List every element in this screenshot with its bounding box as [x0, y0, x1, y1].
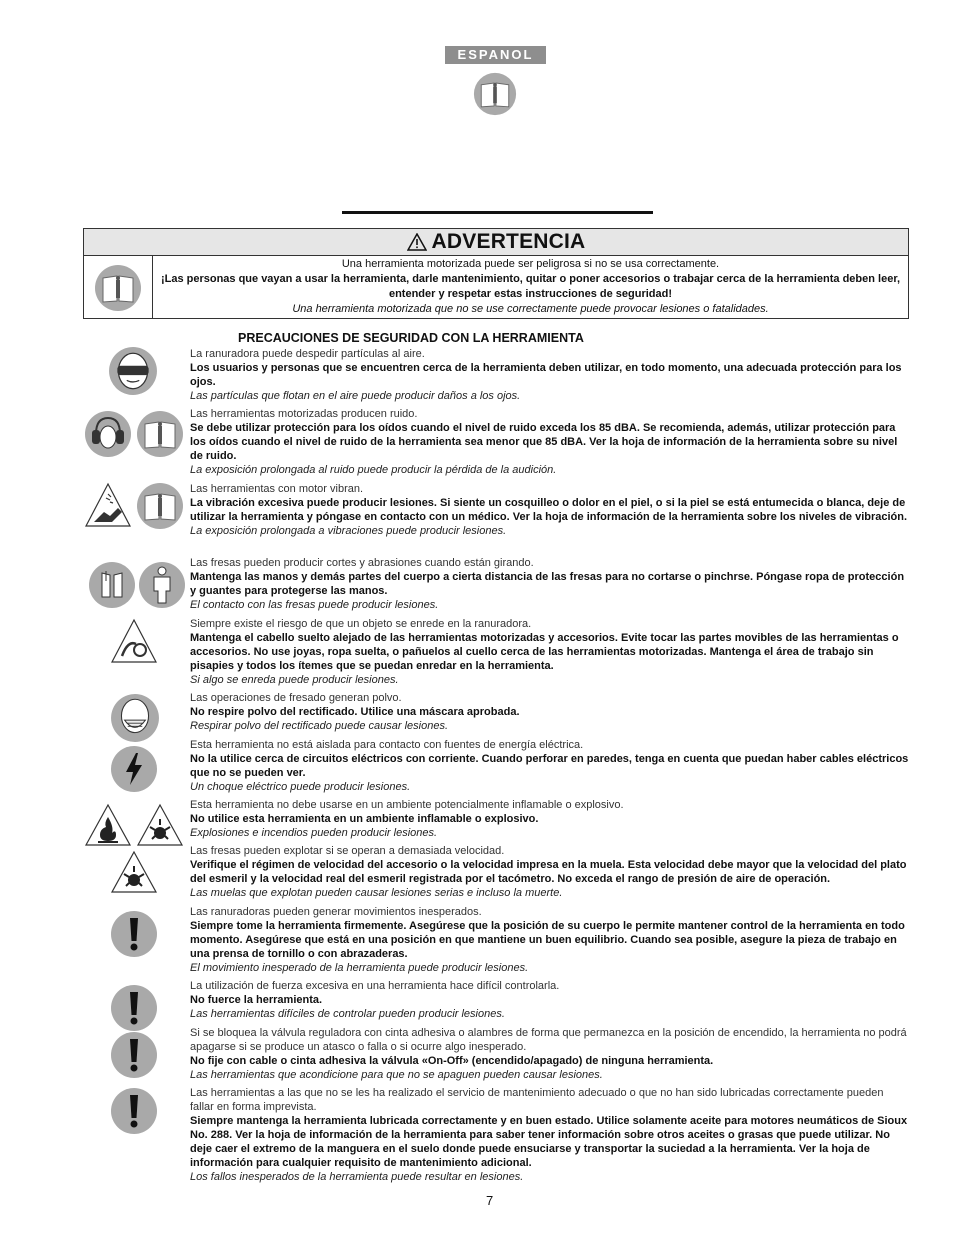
list-item — [190, 482, 910, 538]
item-instruction: Siempre tome la herramienta firmemente. Asegúrese que la posición de su cuerpo le permite mantener control de la herramienta en todo momento. Asegúrese que está en una posición en que mantiene un buen equilibrio. Cuando sea posible, asegure la pieza de trabajo en una prensa de tornillo o con abrazaderas. — [190, 920, 905, 960]
item-intro: Las fresas pueden explotar si se operan a demasiada velocidad. — [190, 845, 505, 857]
list-item — [190, 844, 910, 900]
warning-line-1: Una herramienta motorizada puede ser peligrosa si no se usa correctamente. — [341, 258, 720, 270]
item-instruction: Verifique el régimen de velocidad del accesorio o la velocidad impresa en la muela. Esta velocidad debe mayor que la velocidad del plato del esmeril y la velocidad real del esmeril registrada por el tacómetro. No exceda el rango de presión de aire de operación. — [190, 859, 907, 885]
list-item — [190, 1026, 910, 1082]
item-consequence: La exposición prolongada al ruido puede producir la pérdida de la audición. — [190, 464, 557, 476]
warning-line-3: Una herramienta motorizada que no se use correctamente puede provocar lesiones o fatalidades. — [292, 303, 769, 315]
flammable-hazard-icon — [84, 803, 132, 847]
explosion-hazard-icon — [110, 850, 158, 894]
item-instruction: No la utilice cerca de circuitos eléctricos con corriente. Cuando perforar en paredes, tenga en cuenta que puedan haber cables eléctricos que no se pueden ver. — [190, 753, 909, 779]
item-consequence: Si algo se enreda puede producir lesiones. — [190, 674, 399, 686]
eye-protection-icon — [108, 346, 158, 396]
item-consequence: Un choque eléctrico puede producir lesiones. — [190, 781, 411, 793]
item-instruction: Los usuarios y personas que se encuentren cerca de la herramienta deben utilizar, en todo momento, una adecuada protección para los ojos. — [190, 362, 902, 388]
item-intro: Siempre existe el riesgo de que un objeto se enrede en la ranuradora. — [190, 618, 532, 630]
warning-header — [84, 229, 908, 256]
caution-exclamation-icon — [110, 1031, 158, 1079]
list-item — [190, 556, 910, 612]
electric-shock-icon — [110, 745, 158, 793]
read-manual-icon — [94, 264, 142, 312]
ear-protection-icon — [84, 410, 132, 458]
item-intro: La utilización de fuerza excesiva en una herramienta hace difícil controlarla. — [190, 980, 560, 992]
item-consequence: Las herramientas que acondicione para que no se apaguen pueden causar lesiones. — [190, 1069, 603, 1081]
read-manual-icon — [136, 482, 184, 530]
warning-box — [83, 228, 909, 319]
vibration-hazard-icon — [84, 482, 132, 530]
warning-line-2: ¡Las personas que vayan a usar la herramienta, darle mantenimiento, quitar o poner accesorios o trabajar cerca de la herramienta deben leer, entender y respetar estas instrucciones de seguridad! — [160, 273, 901, 300]
item-consequence: El movimiento inesperado de la herramienta puede producir lesiones. — [190, 962, 529, 974]
item-consequence: Explosiones e incendios pueden producir lesiones. — [190, 827, 438, 839]
title-rule — [342, 211, 653, 214]
warning-title: ADVERTENCIA — [431, 230, 586, 253]
list-item — [190, 347, 910, 403]
item-consequence: Las herramientas difíciles de controlar pueden producir lesiones. — [190, 1008, 505, 1020]
language-tab: ESPANOL — [445, 46, 546, 64]
item-instruction: Mantenga el cabello suelto alejado de las herramientas motorizadas y accesorios. Evite tocar las partes movibles de las herramientas o accesorios. No use joyas, ropa suelta, o pañuelos al cuello cerca de las herramientas motorizadas. Mantenga el área de trabajo sin pisapies y todos los ítemes que se puedan enredar en la herramienta. — [190, 632, 899, 672]
item-consequence: La exposición prolongada a vibraciones puede producir lesiones. — [190, 525, 507, 537]
item-instruction: Mantenga las manos y demás partes del cuerpo a cierta distancia de las fresas para no cortarse o pinchrse. Póngase ropa de protección y guantes para protegerse las manos. — [190, 571, 905, 597]
item-intro: Las herramientas con motor vibran. — [190, 483, 364, 495]
respirator-mask-icon — [110, 693, 160, 743]
explosive-hazard-icon — [136, 803, 184, 847]
list-item — [190, 738, 910, 794]
list-item — [190, 979, 910, 1021]
item-intro: Las fresas pueden producir cortes y abrasiones cuando están girando. — [190, 557, 534, 569]
page-number: 7 — [486, 1193, 494, 1208]
list-item — [190, 407, 910, 477]
item-intro: Esta herramienta no debe usarse en un ambiente potencialmente inflamable o explosivo. — [190, 799, 624, 811]
read-manual-icon — [136, 410, 184, 458]
item-intro: Esta herramienta no está aislada para contacto con fuentes de energía eléctrica. — [190, 739, 584, 751]
item-consequence: Respirar polvo del rectificado puede causar lesiones. — [190, 720, 449, 732]
item-instruction: No fuerce la herramienta. — [190, 994, 323, 1006]
list-item — [190, 691, 910, 733]
item-intro: Si se bloquea la válvula reguladora con cinta adhesiva o alambres de forma que permanezca en la posición de encendido, la herramienta no podrá apagarse si se produce un atasco o falla o si ocurre algo inesperado. — [190, 1027, 907, 1053]
item-intro: La ranuradora puede despedir partículas al aire. — [190, 348, 425, 360]
caution-exclamation-icon — [110, 910, 158, 958]
list-item — [190, 798, 910, 840]
list-item — [190, 617, 910, 687]
item-instruction: No respire polvo del rectificado. Utilice una máscara aprobada. — [190, 706, 520, 718]
read-manual-icon — [473, 72, 517, 116]
item-intro: Las herramientas motorizadas producen ruido. — [190, 408, 418, 420]
section-title: PRECAUCIONES DE SEGURIDAD CON LA HERRAMIENTA — [238, 331, 584, 345]
item-consequence: Las partículas que flotan en el aire puede producir daños a los ojos. — [190, 390, 521, 402]
gloves-icon — [88, 561, 136, 609]
item-intro: Las ranuradoras pueden generar movimientos inesperados. — [190, 906, 482, 918]
protective-clothing-icon — [138, 561, 186, 609]
list-item — [190, 905, 910, 975]
item-instruction: No fije con cable o cinta adhesiva la válvula «On-Off» (encendido/apagado) de ninguna herramienta. — [190, 1055, 714, 1067]
list-item — [190, 1086, 910, 1184]
warning-triangle-icon — [407, 233, 427, 251]
item-instruction: La vibración excesiva puede producir lesiones. Si siente un cosquilleo o dolor en el piel, o si la piel se está entumecida o blanca, deje de utilizar la herramienta y póngase en contacto con un médico. Ver la hoja de información de la herramienta sobre los niveles de vibración. — [190, 497, 908, 523]
item-consequence: Los fallos inesperados de la herramienta puede resultar en lesiones. — [190, 1171, 524, 1183]
item-intro: Las herramientas a las que no se les ha realizado el servicio de mantenimiento adecuado o que no han sido lubricadas correctamente pueden fallar en forma imprevista. — [190, 1087, 884, 1113]
item-consequence: Las muelas que explotan pueden causar lesiones serias e incluso la muerte. — [190, 887, 563, 899]
item-intro: Las operaciones de fresado generan polvo. — [190, 692, 402, 704]
item-instruction: No utilice esta herramienta en un ambiente inflamable o explosivo. — [190, 813, 539, 825]
caution-exclamation-icon — [110, 1087, 158, 1135]
item-instruction: Se debe utilizar protección para los oídos cuando el nivel de ruido exceda los 85 dBA. Se recomienda, además, utilizar protección para los oídos cuando el nivel de ruido de la herramienta sea menor que 85 dBA. Ver la hoja de información de la herramienta sobre su nivel de ruido. — [190, 422, 898, 462]
item-instruction: Siempre mantenga la herramienta lubricada correctamente y en buen estado. Utilice solamente aceite para motores neumáticos de Sioux No. 288. Ver la hoja de información de la herramienta para saber tener información sobre otros aceites o grasas que puede utilizar. No deje caer el extremo de la manguera en el suelo donde puede ensuciarse y transportar la suciedad a la herramienta. Ver la hoja de información para cualquier requisito de mantenimiento adicional. — [190, 1115, 908, 1169]
item-consequence: El contacto con las fresas puede producir lesiones. — [190, 599, 439, 611]
caution-exclamation-icon — [110, 984, 158, 1032]
entanglement-hazard-icon — [110, 618, 158, 666]
